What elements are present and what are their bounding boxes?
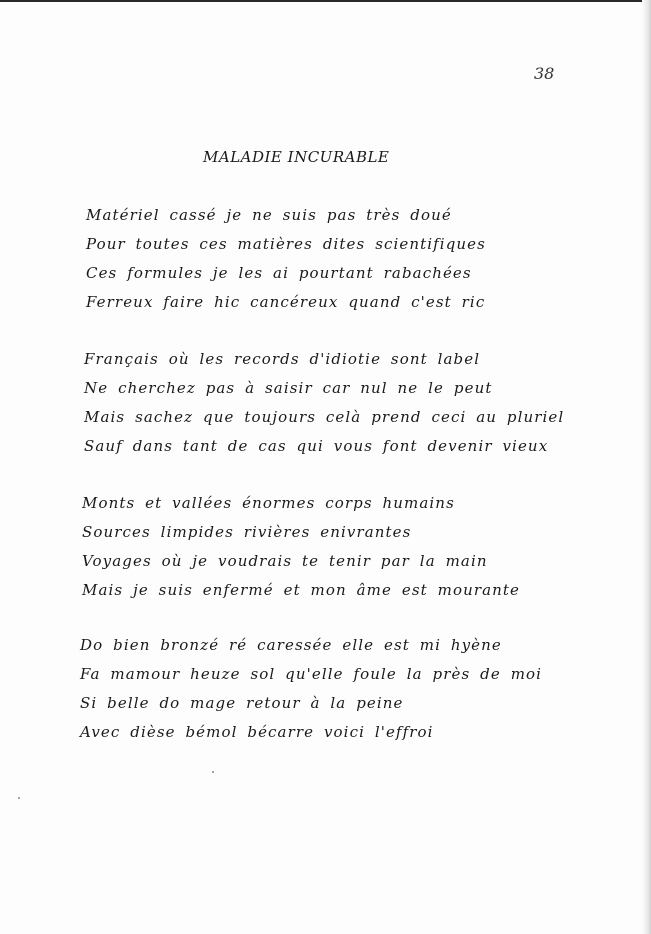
poem-line: Monts et vallées énormes corps humains (82, 494, 455, 512)
page-top-edge (0, 0, 651, 2)
poem-line: Sources limpides rivières enivrantes (82, 523, 412, 541)
page-right-shadow (642, 0, 651, 934)
poem-line: Ne cherchez pas à saisir car nul ne le peut (84, 379, 493, 397)
poem-line: Pour toutes ces matières dites scientifiques (86, 235, 486, 253)
poem-line: Fa mamour heuze sol qu'elle foule la près de moi (80, 665, 543, 683)
poem-line: Matériel cassé je ne suis pas très doué (86, 206, 452, 224)
poem-line: Mais je suis enfermé et mon âme est mourante (82, 581, 521, 599)
poem-line: Voyages où je voudrais te tenir par la main (82, 552, 488, 570)
poem-line: Do bien bronzé ré caressée elle est mi hyène (80, 636, 502, 654)
poem-line: Si belle do mage retour à la peine (80, 694, 404, 712)
paper-speck (18, 797, 20, 799)
poem-line: Mais sachez que toujours celà prend ceci au pluriel (84, 408, 565, 426)
poem-title: MALADIE INCURABLE (203, 148, 390, 166)
poem-line: Ferreux faire hic cancéreux quand c'est ric (86, 293, 486, 311)
page-number: 38 (534, 64, 555, 83)
poem-line: Français où les records d'idiotie sont label (84, 350, 481, 368)
poem-line: Sauf dans tant de cas qui vous font devenir vieux (84, 437, 549, 455)
poem-line: Avec dièse bémol bécarre voici l'effroi (80, 723, 434, 741)
paper-speck (212, 771, 214, 773)
poem-line: Ces formules je les ai pourtant rabachées (86, 264, 472, 282)
